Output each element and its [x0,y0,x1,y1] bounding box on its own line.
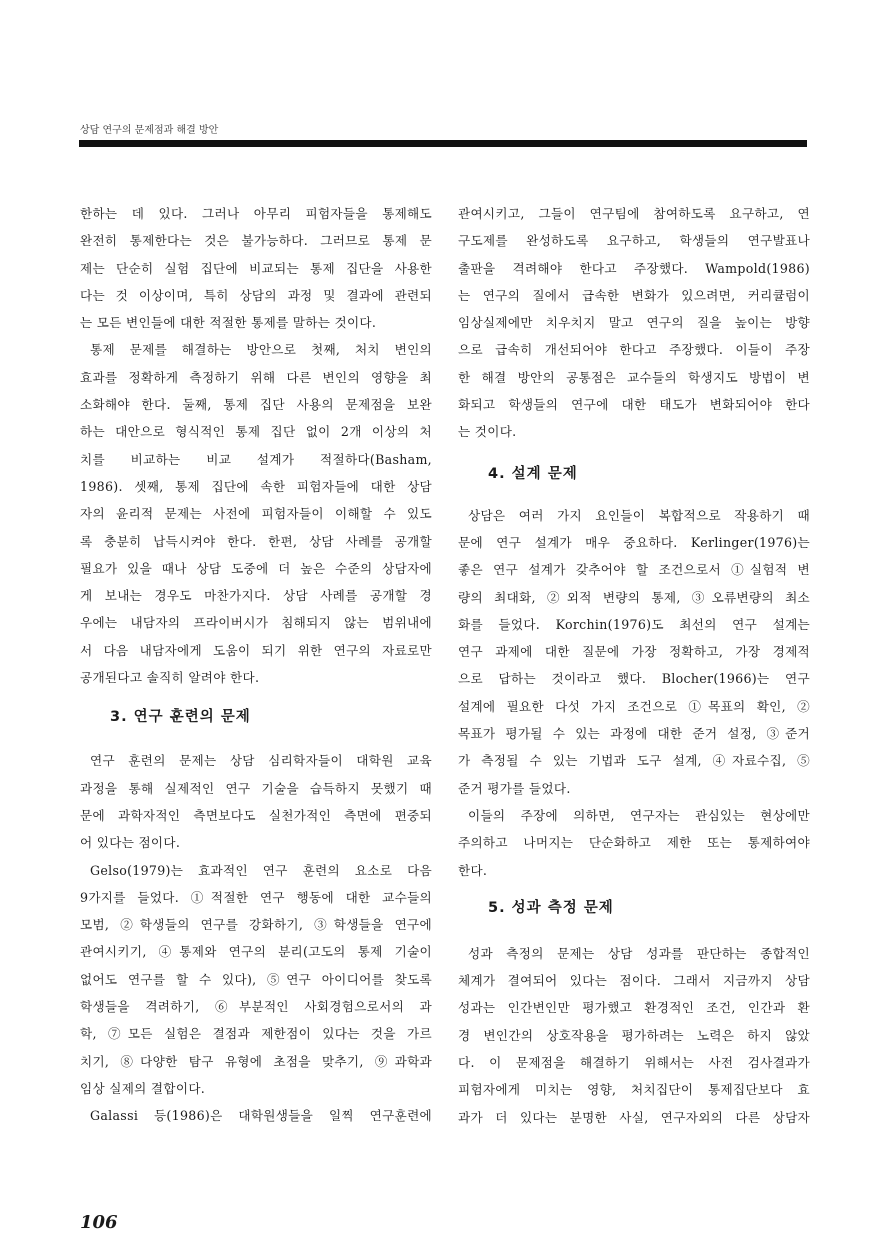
header-rule [79,140,807,147]
text-line: 좋은 연구 설계가 갖추어야 할 조건으로서 ①실험적 변 [458,562,810,578]
text-line: 치기, ⑧다양한 탐구 유형에 초점을 맞추기, ⑨과학과 [80,1053,432,1069]
paragraph [458,940,810,1131]
text-line: 가 측정될 수 있는 기법과 도구 설계, ④자료수집, ⑤ [458,753,810,769]
section-heading: 3. 연구 훈련의 문제 [110,709,251,726]
text-line: 어 있다는 점이다. [80,835,181,851]
text-line: 한하는 데 있다. 그러나 아무리 피험자들을 통제해도 [80,206,432,221]
text-line: Galassi 등(1986)은 대학원생들을 일찍 연구훈련에 [90,1108,432,1124]
text-line: 성과 측정의 문제는 상담 성과를 판단하는 종합적인 [468,945,810,961]
section-heading: 4. 설계 문제 [488,465,578,482]
text-line: 문에 과학자적인 측면보다도 실천가적인 측면에 편중되 [80,807,432,823]
text-line: 임상 실제의 결합이다. [80,1080,206,1096]
paragraph [458,200,810,446]
text-line: 구도제를 완성하도록 요구하고, 학생들의 연구발표나 [458,233,810,249]
text-line: 학생들을 격려하기, ⑥부분적인 사회경험으로서의 과 [80,999,432,1015]
text-line: 문에 연구 설계가 매우 중요하다. Kerlinger(1976)는 [458,534,810,550]
text-line: 완전히 통제한다는 것은 불가능하다. 그러므로 통제 문 [80,233,432,249]
text-line: 으로 답하는 것이라고 했다. Blocher(1966)는 연구 [458,671,810,687]
paragraph [80,747,432,856]
text-line: 우에는 내담자의 프라이버시가 침해되지 않는 범위내에 [80,615,432,631]
text-line: 연구 과제에 대한 질문에 가장 정확하고, 가장 경제적 [458,644,810,660]
text-line: 과정을 통해 실제적인 연구 기술을 습득하지 못했기 때 [80,780,432,796]
text-line: 필요가 있을 때나 상담 도중에 더 높은 수준의 상담자에 [80,560,432,576]
text-line: Gelso(1979)는 효과적인 연구 훈련의 요소로 다음 [90,862,432,878]
text-line: 으로 급속히 개선되어야 한다고 주장했다. 이들이 주장 [458,342,810,358]
paragraph [80,857,432,1103]
left-column [80,200,432,1130]
text-line: 체계가 결여되어 있다는 점이다. 그래서 지금까지 상담 [458,973,810,989]
paragraph [80,1102,432,1129]
text-line: 게 보내는 경우도 마찬가지다. 상담 사례를 공개할 경 [80,588,432,604]
text-line: 소화해야 한다. 둘째, 통제 집단 사용의 문제점을 보완 [80,397,432,413]
text-line: 는 것이다. [458,424,517,440]
text-line: 주의하고 나머지는 단순화하고 제한 또는 통제하여야 [458,835,810,851]
section-heading: 5. 성과 측정 문제 [488,899,614,916]
paragraph [80,336,432,691]
text-line: 화되고 학생들의 연구에 대한 태도가 변화되어야 한다 [458,397,810,413]
text-line: 모범, ②학생들의 연구를 강화하기, ③학생들을 연구에 [80,917,432,933]
text-line: 치를 비교하는 비교 설계가 적절하다(Basham, [80,451,432,467]
right-column [458,200,810,1131]
text-line: 관여시키고, 그들이 연구팀에 참여하도록 요구하고, 연 [458,206,810,221]
text-line: 다. 이 문제점을 해결하기 위해서는 사전 검사결과가 [458,1055,810,1071]
text-line: 학, ⑦모든 실험은 결점과 제한점이 있다는 것을 가르 [80,1026,432,1042]
text-line: 관여시키기, ④통제와 연구의 분리(고도의 통제 기술이 [80,944,432,960]
text-line: 상담은 여러 가지 요인들이 복합적으로 작용하기 때 [468,507,810,523]
text-line: 서 다음 내담자에게 도움이 되기 위한 연구의 자료로만 [80,642,432,658]
text-line: 피험자에게 미치는 영향, 처치집단이 통제집단보다 효 [458,1082,810,1098]
text-line: 제는 단순히 실험 집단에 비교되는 통제 집단을 사용한 [80,260,432,276]
running-title: 상담 연구의 문제점과 해결 방안 [80,125,219,136]
paragraph [80,200,432,336]
text-line: 이들의 주장에 의하면, 연구자는 관심있는 현상에만 [468,807,810,823]
text-line: 한다. [458,862,488,878]
text-line: 임상실제에만 치우치지 말고 연구의 질을 높이는 방향 [458,315,810,331]
paragraph [458,502,810,802]
text-line: 과가 더 있다는 분명한 사실, 연구자외의 다른 상담자 [458,1109,810,1125]
text-line: 9가지를 들었다. ①적절한 연구 행동에 대한 교수들의 [80,889,432,905]
text-line: 목표가 평가될 수 있는 과정에 대한 준거 설정, ③준거 [458,726,810,742]
text-line: 준거 평가를 들었다. [458,780,571,796]
text-line: 성과는 인간변인만 평가했고 환경적인 조건, 인간과 환 [458,1000,810,1016]
text-line: 경 변인간의 상호작용을 평가하려는 노력은 하지 않았 [458,1027,810,1043]
text-line: 효과를 정확하게 측정하기 위해 다른 변인의 영향을 최 [80,369,432,385]
text-line: 한 해결 방안의 공통점은 교수들의 학생지도 방법이 변 [458,369,810,385]
text-line: 화를 들었다. Korchin(1976)도 최선의 연구 설계는 [458,616,810,632]
text-line: 하는 대안으로 형식적인 통제 집단 없이 2개 이상의 처 [80,424,432,440]
text-line: 다는 것 이상이며, 특히 상담의 과정 및 결과에 관련되 [80,287,432,303]
paragraph [458,802,810,884]
text-line: 통제 문제를 해결하는 방안으로 첫째, 처치 변인의 [90,342,432,358]
text-line: 는 연구의 질에서 급속한 변화가 있으려면, 커리큘럼이 [458,287,810,303]
text-line: 없어도 연구를 할 수 있다), ⑤연구 아이디어를 찾도록 [80,971,432,987]
text-line: 는 모든 변인들에 대한 적절한 통제를 말하는 것이다. [80,315,377,331]
text-line: 자의 윤리적 문제는 사전에 피험자들이 이해할 수 있도 [80,506,432,522]
text-line: 록 충분히 납득시켜야 한다. 한편, 상담 사례를 공개할 [80,533,432,549]
page-number: 106 [80,1212,118,1233]
text-line: 설계에 필요한 다섯 가지 조건으로 ①목표의 확인, ② [458,698,810,714]
text-line: 연구 훈련의 문제는 상담 심리학자들이 대학원 교육 [90,753,432,769]
text-line: 출판을 격려해야 한다고 주장했다. Wampold(1986) [458,260,810,276]
text-line: 량의 최대화, ②외적 변량의 통제, ③오류변량의 최소 [458,589,810,605]
text-line: 1986). 셋째, 통제 집단에 속한 피험자들에 대한 상담 [80,478,432,494]
text-line: 공개된다고 솔직히 알려야 한다. [80,670,260,686]
